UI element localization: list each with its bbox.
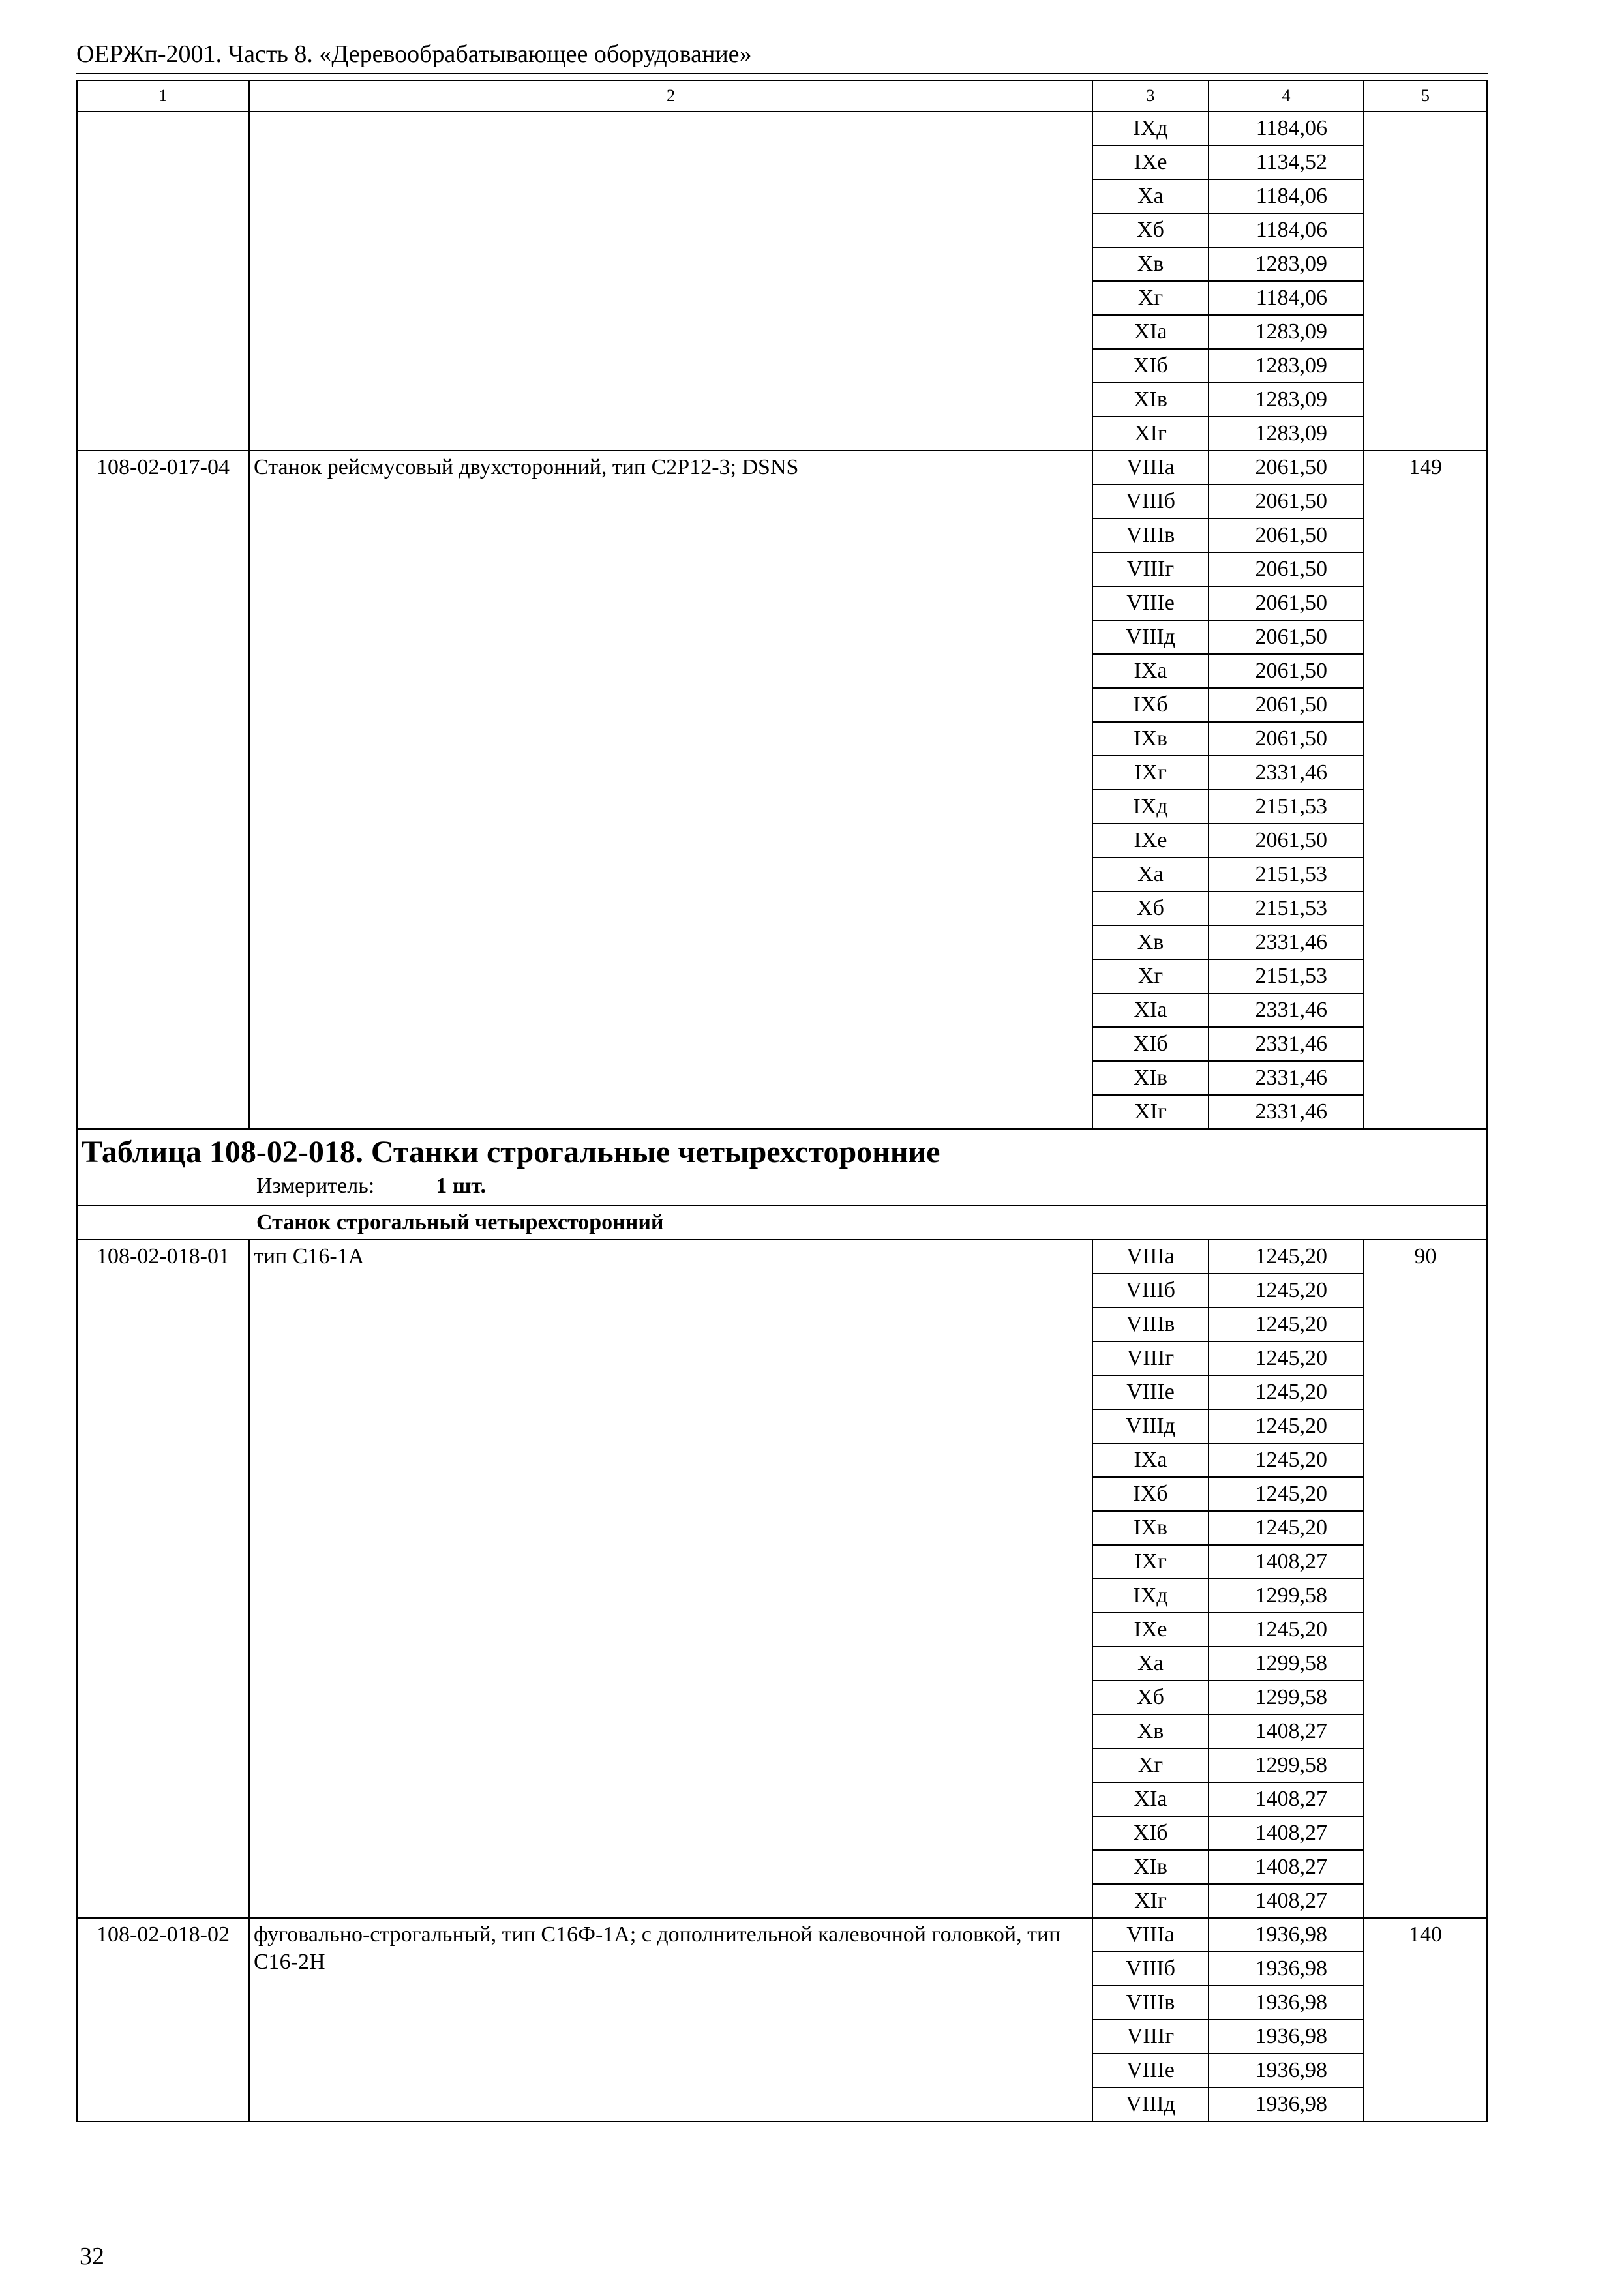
price-cell: 2061,50 <box>1209 518 1364 552</box>
zone-cell: XIа <box>1092 1782 1209 1816</box>
price-cell: 2331,46 <box>1209 756 1364 790</box>
item-name: фуговально-строгальный, тип С16Ф-1А; с дополнительной калевочной головкой, тип С16-2Н <box>249 1918 1092 2121</box>
zone-cell: XIв <box>1092 1850 1209 1884</box>
price-cell: 1408,27 <box>1209 1545 1364 1579</box>
zone-cell: Xв <box>1092 925 1209 959</box>
zone-cell: Xб <box>1092 213 1209 247</box>
price-cell: 1283,09 <box>1209 247 1364 281</box>
price-cell: 2061,50 <box>1209 552 1364 586</box>
price-cell: 1936,98 <box>1209 2087 1364 2121</box>
price-cell: 1283,09 <box>1209 315 1364 349</box>
price-cell: 1184,06 <box>1209 281 1364 315</box>
price-cell: 1936,98 <box>1209 1952 1364 1986</box>
price-cell: 1299,58 <box>1209 1579 1364 1613</box>
column-number: 4 <box>1209 80 1364 112</box>
zone-cell: IXг <box>1092 1545 1209 1579</box>
price-cell: 2151,53 <box>1209 959 1364 993</box>
price-cell: 1184,06 <box>1209 179 1364 213</box>
zone-cell: Xв <box>1092 1714 1209 1748</box>
table-row <box>77 451 1487 485</box>
zone-cell: VIIIб <box>1092 485 1209 518</box>
item-value: 149 <box>1364 451 1487 1129</box>
zone-cell: XIв <box>1092 383 1209 417</box>
price-cell: 1936,98 <box>1209 1986 1364 2020</box>
zone-cell: XIб <box>1092 1816 1209 1850</box>
zone-cell: IXб <box>1092 1477 1209 1511</box>
item-code <box>77 112 249 451</box>
price-cell: 1936,98 <box>1209 2054 1364 2087</box>
table-row <box>77 1918 1487 1952</box>
item-code: 108-02-018-02 <box>77 1918 249 2121</box>
header-divider <box>76 73 1488 74</box>
table-title: Таблица 108-02-018. Станки строгальные четырехсторонние <box>77 1129 1487 1173</box>
zone-cell: VIIIе <box>1092 1375 1209 1409</box>
item-name: Станок рейсмусовый двухсторонний, тип С2Р12-3; DSNS <box>249 451 1092 1129</box>
item-name: тип С16-1А <box>249 1240 1092 1918</box>
price-cell: 2151,53 <box>1209 891 1364 925</box>
column-number-row <box>77 80 1487 112</box>
item-code: 108-02-017-04 <box>77 451 249 1129</box>
price-cell: 2331,46 <box>1209 1027 1364 1061</box>
price-cell: 1299,58 <box>1209 1748 1364 1782</box>
price-cell: 1936,98 <box>1209 2020 1364 2054</box>
zone-cell: VIIIв <box>1092 1986 1209 2020</box>
measure-cell <box>77 1173 1487 1206</box>
price-cell: 1134,52 <box>1209 145 1364 179</box>
zone-cell: VIIIг <box>1092 552 1209 586</box>
price-table <box>76 80 1488 2122</box>
zone-cell: Xа <box>1092 179 1209 213</box>
price-cell: 2061,50 <box>1209 451 1364 485</box>
price-cell: 1184,06 <box>1209 112 1364 145</box>
zone-cell: VIIIг <box>1092 1341 1209 1375</box>
table-row <box>77 1240 1487 1274</box>
price-cell: 1245,20 <box>1209 1613 1364 1647</box>
page-header-title: ОЕРЖп-2001. Часть 8. «Деревообрабатывающее оборудование» <box>76 40 752 68</box>
price-cell: 2061,50 <box>1209 485 1364 518</box>
zone-cell: VIIIв <box>1092 518 1209 552</box>
zone-cell: Xг <box>1092 281 1209 315</box>
price-cell: 2331,46 <box>1209 1095 1364 1129</box>
zone-cell: IXе <box>1092 1613 1209 1647</box>
measure-value: 1 шт. <box>436 1174 487 1198</box>
zone-cell: IXв <box>1092 722 1209 756</box>
column-number: 3 <box>1092 80 1209 112</box>
table-title-row <box>77 1129 1487 1173</box>
table-row <box>77 112 1487 145</box>
zone-cell: IXд <box>1092 790 1209 824</box>
zone-cell: VIIIа <box>1092 1918 1209 1952</box>
zone-cell: XIг <box>1092 1095 1209 1129</box>
zone-cell: IXе <box>1092 145 1209 179</box>
price-cell: 1245,20 <box>1209 1443 1364 1477</box>
price-cell: 1245,20 <box>1209 1477 1364 1511</box>
price-cell: 2331,46 <box>1209 1061 1364 1095</box>
zone-cell: IXа <box>1092 1443 1209 1477</box>
price-cell: 1245,20 <box>1209 1308 1364 1341</box>
zone-cell: XIг <box>1092 417 1209 451</box>
zone-cell: IXб <box>1092 688 1209 722</box>
item-value: 140 <box>1364 1918 1487 2121</box>
zone-cell: Xб <box>1092 1681 1209 1714</box>
price-cell: 1408,27 <box>1209 1714 1364 1748</box>
price-cell: 2061,50 <box>1209 722 1364 756</box>
zone-cell: Xв <box>1092 247 1209 281</box>
zone-cell: IXд <box>1092 1579 1209 1613</box>
price-cell: 2061,50 <box>1209 654 1364 688</box>
price-cell: 1184,06 <box>1209 213 1364 247</box>
price-cell: 2061,50 <box>1209 824 1364 858</box>
zone-cell: Xб <box>1092 891 1209 925</box>
zone-cell: Xа <box>1092 858 1209 891</box>
item-name <box>249 112 1092 451</box>
measure-row <box>77 1173 1487 1206</box>
price-cell: 1283,09 <box>1209 417 1364 451</box>
page-number: 32 <box>80 2243 104 2270</box>
price-cell: 1245,20 <box>1209 1375 1364 1409</box>
zone-cell: XIб <box>1092 1027 1209 1061</box>
price-cell: 1408,27 <box>1209 1816 1364 1850</box>
price-cell: 1245,20 <box>1209 1240 1364 1274</box>
zone-cell: XIв <box>1092 1061 1209 1095</box>
price-cell: 1299,58 <box>1209 1647 1364 1681</box>
price-cell: 1245,20 <box>1209 1274 1364 1308</box>
zone-cell: VIIIа <box>1092 1240 1209 1274</box>
price-cell: 2061,50 <box>1209 586 1364 620</box>
price-cell: 1283,09 <box>1209 349 1364 383</box>
price-table-body <box>77 80 1487 2121</box>
zone-cell: Xа <box>1092 1647 1209 1681</box>
measure-label: Измеритель: <box>256 1174 375 1198</box>
zone-cell: VIIIе <box>1092 586 1209 620</box>
zone-cell: IXв <box>1092 1511 1209 1545</box>
zone-cell: VIIIд <box>1092 2087 1209 2121</box>
zone-cell: VIIIб <box>1092 1274 1209 1308</box>
item-code: 108-02-018-01 <box>77 1240 249 1918</box>
zone-cell: Xг <box>1092 1748 1209 1782</box>
zone-cell: VIIIб <box>1092 1952 1209 1986</box>
zone-cell: VIIIе <box>1092 2054 1209 2087</box>
price-cell: 2061,50 <box>1209 688 1364 722</box>
zone-cell: VIIIд <box>1092 620 1209 654</box>
zone-cell: VIIIа <box>1092 451 1209 485</box>
price-cell: 1245,20 <box>1209 1341 1364 1375</box>
price-cell: 1299,58 <box>1209 1681 1364 1714</box>
zone-cell: IXг <box>1092 756 1209 790</box>
price-cell: 2151,53 <box>1209 858 1364 891</box>
zone-cell: VIIIд <box>1092 1409 1209 1443</box>
column-number: 5 <box>1364 80 1487 112</box>
zone-cell: VIIIг <box>1092 2020 1209 2054</box>
price-cell: 1408,27 <box>1209 1782 1364 1816</box>
column-number: 2 <box>249 80 1092 112</box>
zone-cell: XIг <box>1092 1884 1209 1918</box>
table-subheading: Станок строгальный четырехсторонний <box>77 1206 1487 1240</box>
column-number: 1 <box>77 80 249 112</box>
zone-cell: IXа <box>1092 654 1209 688</box>
zone-cell: IXд <box>1092 112 1209 145</box>
price-cell: 1936,98 <box>1209 1918 1364 1952</box>
item-value: 90 <box>1364 1240 1487 1918</box>
price-cell: 1283,09 <box>1209 383 1364 417</box>
price-cell: 1245,20 <box>1209 1409 1364 1443</box>
zone-cell: VIIIв <box>1092 1308 1209 1341</box>
zone-cell: XIа <box>1092 315 1209 349</box>
item-value <box>1364 112 1487 451</box>
zone-cell: IXе <box>1092 824 1209 858</box>
zone-cell: Xг <box>1092 959 1209 993</box>
price-cell: 2331,46 <box>1209 925 1364 959</box>
subheading-row <box>77 1206 1487 1240</box>
price-cell: 1408,27 <box>1209 1850 1364 1884</box>
price-cell: 1408,27 <box>1209 1884 1364 1918</box>
price-cell: 2331,46 <box>1209 993 1364 1027</box>
zone-cell: XIа <box>1092 993 1209 1027</box>
price-cell: 1245,20 <box>1209 1511 1364 1545</box>
price-cell: 2061,50 <box>1209 620 1364 654</box>
price-cell: 2151,53 <box>1209 790 1364 824</box>
zone-cell: XIб <box>1092 349 1209 383</box>
